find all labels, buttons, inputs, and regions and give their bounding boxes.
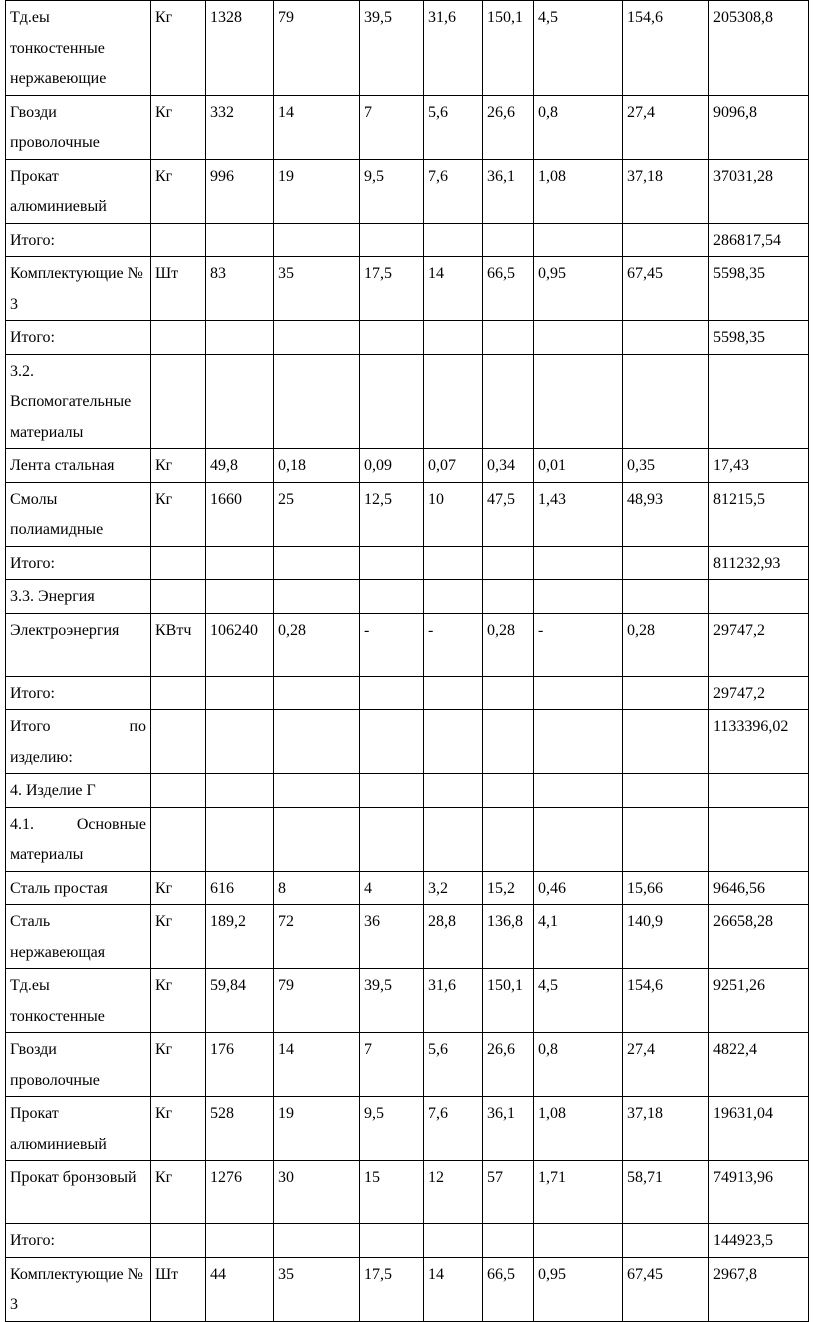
empty-cell (424, 354, 483, 449)
cost-b-cell: 31,6 (424, 969, 483, 1033)
unit-cell: Шт (151, 257, 206, 321)
cost-a-cell: 7 (360, 95, 424, 159)
item-name-cell: Прокат бронзовый (6, 1161, 151, 1224)
empty-cell (360, 1224, 424, 1258)
empty-cell (483, 710, 534, 774)
price-cell: 0,28 (274, 613, 360, 676)
quantity-cell: 996 (206, 159, 274, 223)
amount-cell: 74913,96 (709, 1161, 809, 1224)
amount-cell: 9096,8 (709, 95, 809, 159)
unit-cell: Кг (151, 969, 206, 1033)
cost-c-cell: 150,1 (483, 969, 534, 1033)
empty-cell (360, 676, 424, 710)
cost-c-cell: 0,28 (483, 613, 534, 676)
cost-b-cell: 10 (424, 482, 483, 546)
unit-cell: Шт (151, 1257, 206, 1321)
price-cell: 0,18 (274, 449, 360, 483)
cost-calculation-sheet (5, 0, 808, 1322)
amount-cell: 37031,28 (709, 159, 809, 223)
total-price-cell: 37,18 (623, 159, 709, 223)
empty-cell (709, 354, 809, 449)
price-cell: 14 (274, 95, 360, 159)
cost-b-cell: 0,07 (424, 449, 483, 483)
cost-d-cell: 0,8 (534, 95, 623, 159)
quantity-cell: 1276 (206, 1161, 274, 1224)
item-name-cell: Гвозди проволочные (6, 1033, 151, 1097)
subtotal-value: 5598,35 (709, 321, 809, 355)
cost-b-cell: 14 (424, 1257, 483, 1321)
subtotal-value: 29747,2 (709, 676, 809, 710)
empty-cell (483, 354, 534, 449)
cost-d-cell: 1,08 (534, 1097, 623, 1161)
empty-cell (623, 223, 709, 257)
subtotal-label: Итого: (6, 321, 151, 355)
empty-cell (424, 546, 483, 580)
cost-d-cell: - (534, 613, 623, 676)
table-row (6, 1097, 809, 1161)
table-row (6, 905, 809, 969)
total-price-cell: 67,45 (623, 1257, 709, 1321)
item-name-cell: Сталь нержавеющая (6, 905, 151, 969)
subtotal-label: Итого: (6, 546, 151, 580)
empty-cell (623, 774, 709, 808)
empty-cell (151, 710, 206, 774)
empty-cell (274, 676, 360, 710)
quantity-cell: 616 (206, 871, 274, 905)
empty-cell (424, 321, 483, 355)
cost-a-cell: 36 (360, 905, 424, 969)
cost-a-cell: 15 (360, 1161, 424, 1224)
price-cell: 30 (274, 1161, 360, 1224)
quantity-cell: 528 (206, 1097, 274, 1161)
empty-cell (424, 807, 483, 871)
cost-d-cell: 0,8 (534, 1033, 623, 1097)
empty-cell (206, 580, 274, 614)
cost-c-cell: 0,34 (483, 449, 534, 483)
amount-cell: 17,43 (709, 449, 809, 483)
price-cell: 25 (274, 482, 360, 546)
section-heading-row (6, 774, 809, 808)
empty-cell (360, 223, 424, 257)
empty-cell (534, 354, 623, 449)
empty-cell (360, 807, 424, 871)
cost-c-cell: 26,6 (483, 1033, 534, 1097)
quantity-cell: 176 (206, 1033, 274, 1097)
table-row (6, 95, 809, 159)
unit-cell: Кг (151, 1097, 206, 1161)
empty-cell (534, 321, 623, 355)
empty-cell (709, 774, 809, 808)
empty-cell (206, 354, 274, 449)
empty-cell (424, 223, 483, 257)
cost-c-cell: 136,8 (483, 905, 534, 969)
empty-cell (360, 774, 424, 808)
cost-a-cell: 9,5 (360, 1097, 424, 1161)
cost-a-cell: 7 (360, 1033, 424, 1097)
product-total-row (6, 710, 809, 774)
product-total-word: по (129, 718, 146, 735)
cost-b-cell: 5,6 (424, 1033, 483, 1097)
subtotal-label: Итого: (6, 1224, 151, 1258)
cost-b-cell: 14 (424, 257, 483, 321)
section-heading: 3.2. Вспомогательные материалы (6, 354, 151, 449)
empty-cell (534, 580, 623, 614)
total-price-cell: 67,45 (623, 257, 709, 321)
product-total-word: изделию: (10, 748, 73, 766)
cost-c-cell: 36,1 (483, 159, 534, 223)
cost-d-cell: 0,01 (534, 449, 623, 483)
empty-cell (360, 580, 424, 614)
subtotal-value: 811232,93 (709, 546, 809, 580)
total-price-cell: 15,66 (623, 871, 709, 905)
total-price-cell: 0,35 (623, 449, 709, 483)
empty-cell (151, 1224, 206, 1258)
empty-cell (483, 580, 534, 614)
cost-d-cell: 1,71 (534, 1161, 623, 1224)
product-total-value: 1133396,02 (709, 710, 809, 774)
item-name-cell: Прокат алюминиевый (6, 1097, 151, 1161)
cost-a-cell: 4 (360, 871, 424, 905)
price-cell: 79 (274, 1, 360, 96)
table-row (6, 257, 809, 321)
subtotal-label: Итого: (6, 223, 151, 257)
empty-cell (206, 321, 274, 355)
subtotal-row (6, 546, 809, 580)
cost-c-cell: 47,5 (483, 482, 534, 546)
unit-cell: Кг (151, 449, 206, 483)
unit-cell: Кг (151, 905, 206, 969)
product-total-word: Итого (10, 718, 51, 735)
empty-cell (360, 546, 424, 580)
cost-d-cell: 0,95 (534, 257, 623, 321)
empty-cell (623, 676, 709, 710)
unit-cell: Кг (151, 482, 206, 546)
quantity-cell: 1660 (206, 482, 274, 546)
table-row (6, 969, 809, 1033)
cost-b-cell: 7,6 (424, 1097, 483, 1161)
empty-cell (151, 546, 206, 580)
empty-cell (151, 580, 206, 614)
empty-cell (534, 676, 623, 710)
unit-cell: Кг (151, 159, 206, 223)
item-name-cell: Гвозди проволочные (6, 95, 151, 159)
cost-a-cell: 0,09 (360, 449, 424, 483)
price-cell: 35 (274, 1257, 360, 1321)
amount-cell: 29747,2 (709, 613, 809, 676)
item-name-cell: Электроэнергия (6, 613, 151, 676)
amount-cell: 4822,4 (709, 1033, 809, 1097)
empty-cell (206, 807, 274, 871)
empty-cell (623, 321, 709, 355)
empty-cell (360, 354, 424, 449)
subtotal-row (6, 223, 809, 257)
quantity-cell: 189,2 (206, 905, 274, 969)
empty-cell (274, 774, 360, 808)
cost-d-cell: 1,43 (534, 482, 623, 546)
table-row (6, 482, 809, 546)
price-cell: 79 (274, 969, 360, 1033)
section-title-word: материалы (10, 846, 84, 863)
table-row (6, 1033, 809, 1097)
price-cell: 14 (274, 1033, 360, 1097)
cost-b-cell: 28,8 (424, 905, 483, 969)
cost-d-cell: 4,5 (534, 1, 623, 96)
total-price-cell: 58,71 (623, 1161, 709, 1224)
amount-cell: 5598,35 (709, 257, 809, 321)
empty-cell (483, 546, 534, 580)
empty-cell (534, 223, 623, 257)
section-heading-row (6, 580, 809, 614)
empty-cell (206, 1224, 274, 1258)
total-price-cell: 140,9 (623, 905, 709, 969)
cost-b-cell: 12 (424, 1161, 483, 1224)
empty-cell (623, 546, 709, 580)
empty-cell (206, 710, 274, 774)
total-price-cell: 48,93 (623, 482, 709, 546)
empty-cell (151, 807, 206, 871)
table-row (6, 1, 809, 96)
cost-c-cell: 66,5 (483, 257, 534, 321)
price-cell: 8 (274, 871, 360, 905)
empty-cell (274, 546, 360, 580)
empty-cell (483, 223, 534, 257)
quantity-cell: 83 (206, 257, 274, 321)
section-heading (6, 807, 151, 871)
amount-cell: 81215,5 (709, 482, 809, 546)
empty-cell (623, 1224, 709, 1258)
subtotal-row (6, 676, 809, 710)
subtotal-label: Итого: (6, 676, 151, 710)
empty-cell (206, 676, 274, 710)
empty-cell (483, 807, 534, 871)
cost-a-cell: - (360, 613, 424, 676)
cost-d-cell: 0,95 (534, 1257, 623, 1321)
table-row (6, 871, 809, 905)
empty-cell (206, 546, 274, 580)
empty-cell (483, 774, 534, 808)
empty-cell (534, 546, 623, 580)
cost-table (5, 0, 809, 1322)
empty-cell (424, 676, 483, 710)
quantity-cell: 332 (206, 95, 274, 159)
empty-cell (534, 710, 623, 774)
cost-table-body (6, 1, 809, 1322)
cost-c-cell: 15,2 (483, 871, 534, 905)
empty-cell (483, 321, 534, 355)
empty-cell (274, 807, 360, 871)
table-row (6, 613, 809, 676)
section-heading: 3.3. Энергия (6, 580, 151, 614)
item-name-cell: Прокат алюминиевый (6, 159, 151, 223)
product-total-label (6, 710, 151, 774)
unit-cell: КВтч (151, 613, 206, 676)
empty-cell (709, 807, 809, 871)
total-price-cell: 154,6 (623, 969, 709, 1033)
cost-c-cell: 36,1 (483, 1097, 534, 1161)
empty-cell (360, 321, 424, 355)
cost-a-cell: 17,5 (360, 257, 424, 321)
price-cell: 72 (274, 905, 360, 969)
amount-cell: 19631,04 (709, 1097, 809, 1161)
empty-cell (709, 580, 809, 614)
empty-cell (623, 354, 709, 449)
empty-cell (206, 223, 274, 257)
empty-cell (424, 580, 483, 614)
unit-cell: Кг (151, 1, 206, 96)
table-row (6, 1161, 809, 1224)
cost-b-cell: 3,2 (424, 871, 483, 905)
empty-cell (623, 807, 709, 871)
quantity-cell: 49,8 (206, 449, 274, 483)
item-name-cell: Тд.еы тонкостенные нержавеющие (6, 1, 151, 96)
total-price-cell: 154,6 (623, 1, 709, 96)
empty-cell (623, 580, 709, 614)
empty-cell (534, 1224, 623, 1258)
cost-c-cell: 26,6 (483, 95, 534, 159)
amount-cell: 26658,28 (709, 905, 809, 969)
section-heading-row (6, 807, 809, 871)
empty-cell (534, 807, 623, 871)
item-name-cell: Тд.еы тонкостенные (6, 969, 151, 1033)
cost-a-cell: 12,5 (360, 482, 424, 546)
table-row (6, 449, 809, 483)
empty-cell (424, 774, 483, 808)
empty-cell (151, 354, 206, 449)
cost-a-cell: 9,5 (360, 159, 424, 223)
cost-d-cell: 4,1 (534, 905, 623, 969)
cost-a-cell: 39,5 (360, 1, 424, 96)
item-name-cell: Смолы полиамидные (6, 482, 151, 546)
empty-cell (274, 223, 360, 257)
empty-cell (274, 710, 360, 774)
subtotal-row (6, 1224, 809, 1258)
subtotal-value: 144923,5 (709, 1224, 809, 1258)
total-price-cell: 37,18 (623, 1097, 709, 1161)
cost-b-cell: - (424, 613, 483, 676)
table-row (6, 159, 809, 223)
section-number: 4.1. (10, 815, 34, 833)
cost-d-cell: 4,5 (534, 969, 623, 1033)
empty-cell (274, 580, 360, 614)
item-name-cell: Комплектующие № 3 (6, 1257, 151, 1321)
amount-cell: 9646,56 (709, 871, 809, 905)
unit-cell: Кг (151, 95, 206, 159)
empty-cell (360, 710, 424, 774)
quantity-cell: 1328 (206, 1, 274, 96)
quantity-cell: 59,84 (206, 969, 274, 1033)
total-price-cell: 0,28 (623, 613, 709, 676)
subtotal-value: 286817,54 (709, 223, 809, 257)
cost-d-cell: 0,46 (534, 871, 623, 905)
item-name-cell: Сталь простая (6, 871, 151, 905)
cost-a-cell: 17,5 (360, 1257, 424, 1321)
price-cell: 19 (274, 1097, 360, 1161)
amount-cell: 2967,8 (709, 1257, 809, 1321)
quantity-cell: 44 (206, 1257, 274, 1321)
subtotal-row (6, 321, 809, 355)
amount-cell: 9251,26 (709, 969, 809, 1033)
item-name-cell: Комплектующие № 3 (6, 257, 151, 321)
empty-cell (483, 676, 534, 710)
section-heading: 4. Изделие Г (6, 774, 151, 808)
unit-cell: Кг (151, 871, 206, 905)
empty-cell (274, 321, 360, 355)
cost-b-cell: 5,6 (424, 95, 483, 159)
empty-cell (151, 774, 206, 808)
empty-cell (151, 676, 206, 710)
item-name-cell: Лента стальная (6, 449, 151, 483)
empty-cell (274, 1224, 360, 1258)
empty-cell (534, 774, 623, 808)
empty-cell (151, 223, 206, 257)
cost-c-cell: 66,5 (483, 1257, 534, 1321)
empty-cell (424, 710, 483, 774)
quantity-cell: 106240 (206, 613, 274, 676)
section-heading-row (6, 354, 809, 449)
cost-c-cell: 57 (483, 1161, 534, 1224)
empty-cell (424, 1224, 483, 1258)
cost-b-cell: 31,6 (424, 1, 483, 96)
amount-cell: 205308,8 (709, 1, 809, 96)
empty-cell (274, 354, 360, 449)
total-price-cell: 27,4 (623, 1033, 709, 1097)
cost-d-cell: 1,08 (534, 159, 623, 223)
empty-cell (151, 321, 206, 355)
empty-cell (623, 710, 709, 774)
unit-cell: Кг (151, 1033, 206, 1097)
section-title-word: Основные (76, 815, 146, 833)
empty-cell (483, 1224, 534, 1258)
product-total-label-line (10, 712, 146, 743)
table-row (6, 1257, 809, 1321)
empty-cell (206, 774, 274, 808)
cost-b-cell: 7,6 (424, 159, 483, 223)
unit-cell: Кг (151, 1161, 206, 1224)
cost-a-cell: 39,5 (360, 969, 424, 1033)
price-cell: 19 (274, 159, 360, 223)
total-price-cell: 27,4 (623, 95, 709, 159)
section-heading-line (10, 810, 146, 841)
price-cell: 35 (274, 257, 360, 321)
cost-c-cell: 150,1 (483, 1, 534, 96)
